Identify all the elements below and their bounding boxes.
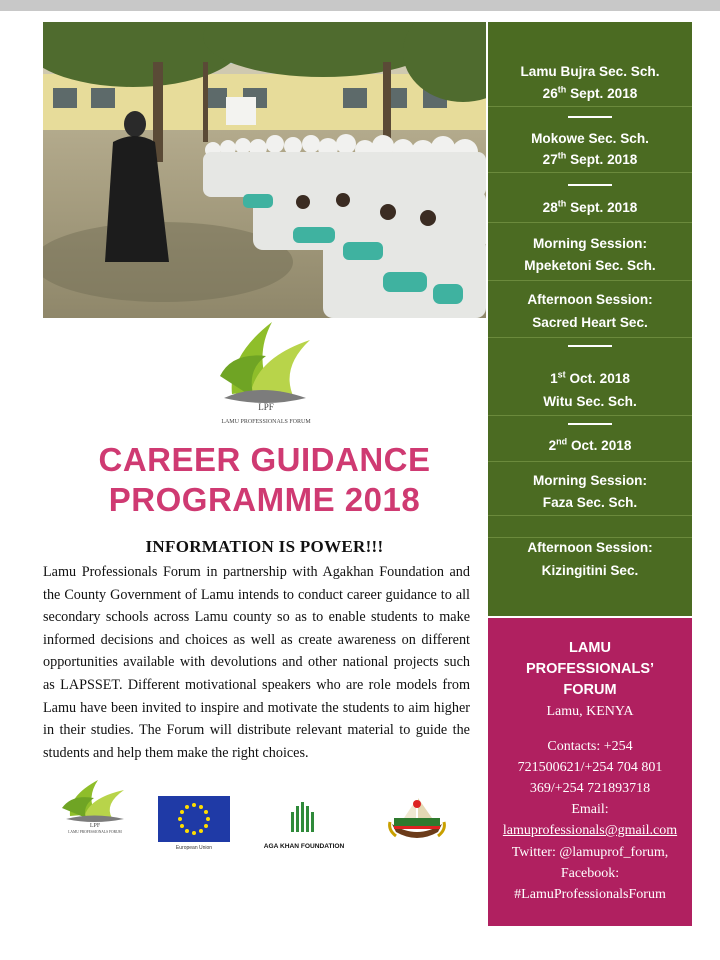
schedule-5-morning-label: Morning Session:: [532, 473, 648, 488]
facebook-hashtag: #LamuProfessionalsForum: [514, 887, 666, 902]
schedule-5-afternoon-school: Kizingitini Sec.: [541, 563, 639, 578]
schedule-5-afternoon-label: Afternoon Session:: [527, 540, 653, 555]
lpf-mark-text: LPF: [258, 402, 274, 412]
schedule-3-afternoon-school: Sacred Heart Sec.: [532, 315, 648, 330]
description-paragraph: Lamu Professionals Forum in partnership with Agakhan Foundation and the County Government of Lamu intends to conduct career guidance to all secondary schools across Lamu county so as to enable students to make informed decisions and choices as well as create awareness on different opportunities available with devolutions and other national projects such as LAPSSET. Different motivational speakers who are role models from Lamu have been invited to inspire and motivate the students to aim higher in their studies. The Forum will distribute relevant material to guide the students and help them make the right choices.: [43, 564, 470, 761]
schedule-3-morning-school: Mpeketoni Sec. Sch.: [524, 258, 656, 273]
org-name-line-3: FORUM: [563, 682, 617, 698]
schedule-4-school: Witu Sec. Sch.: [543, 394, 637, 409]
org-name-line-2: PROFESSIONALS’: [525, 661, 655, 677]
lpf-small-mark: LPF: [89, 823, 101, 829]
schedule-3-afternoon-label: Afternoon Session:: [527, 292, 653, 307]
contacts-line-1: Contacts: +254: [547, 739, 633, 754]
schedule-1-school: Lamu Bujra Sec. Sch.: [520, 64, 660, 79]
lpf-caption-text: LAMU PROFESSIONALS FORUM: [221, 419, 311, 425]
subheading: INFORMATION IS POWER!!!: [145, 537, 384, 556]
contacts-line-3: 369/+254 721893718: [529, 781, 651, 796]
twitter-handle: Twitter: @lamuprof_forum,: [511, 845, 669, 860]
schedule-5-morning-school: Faza Sec. Sch.: [542, 495, 638, 510]
aga-khan-logo: [262, 800, 346, 852]
email-link[interactable]: lamuprofessionals@gmail.com: [502, 823, 678, 838]
aga-khan-text: AGA KHAN FOUNDATION: [263, 843, 345, 850]
eu-caption: European Union: [175, 845, 213, 850]
eu-flag-logo: [158, 796, 230, 850]
location-text: Lamu, KENYA: [546, 704, 634, 719]
top-border: [0, 0, 720, 11]
schedule-2-date: 27th Sept. 2018: [542, 150, 638, 167]
schedule-4-date: 1st Oct. 2018: [550, 369, 630, 386]
email-label: Email:: [571, 802, 609, 817]
title-line-2: PROGRAMME 2018: [108, 481, 421, 518]
title-line-1: CAREER GUIDANCE: [98, 441, 431, 478]
contacts-line-2: 721500621/+254 704 801: [517, 760, 663, 775]
schedule-3-date: 28th Sept. 2018: [542, 198, 638, 215]
lpf-logo: [210, 316, 322, 428]
lpf-small-logo: [58, 778, 132, 834]
schedule-2-school: Mokowe Sec. Sch.: [531, 131, 649, 146]
lpf-small-caption: LAMU PROFESSIONALS FORUM: [68, 830, 122, 834]
org-name-line-1: LAMU: [569, 640, 611, 656]
facebook-label: Facebook:: [560, 866, 620, 881]
lamu-county-crest: [386, 796, 448, 846]
schedule-3-morning-label: Morning Session:: [532, 236, 648, 251]
schedule-1-date: 26th Sept. 2018: [542, 84, 638, 101]
schedule-5-date: 2nd Oct. 2018: [548, 436, 632, 453]
students-photo: [43, 22, 486, 318]
